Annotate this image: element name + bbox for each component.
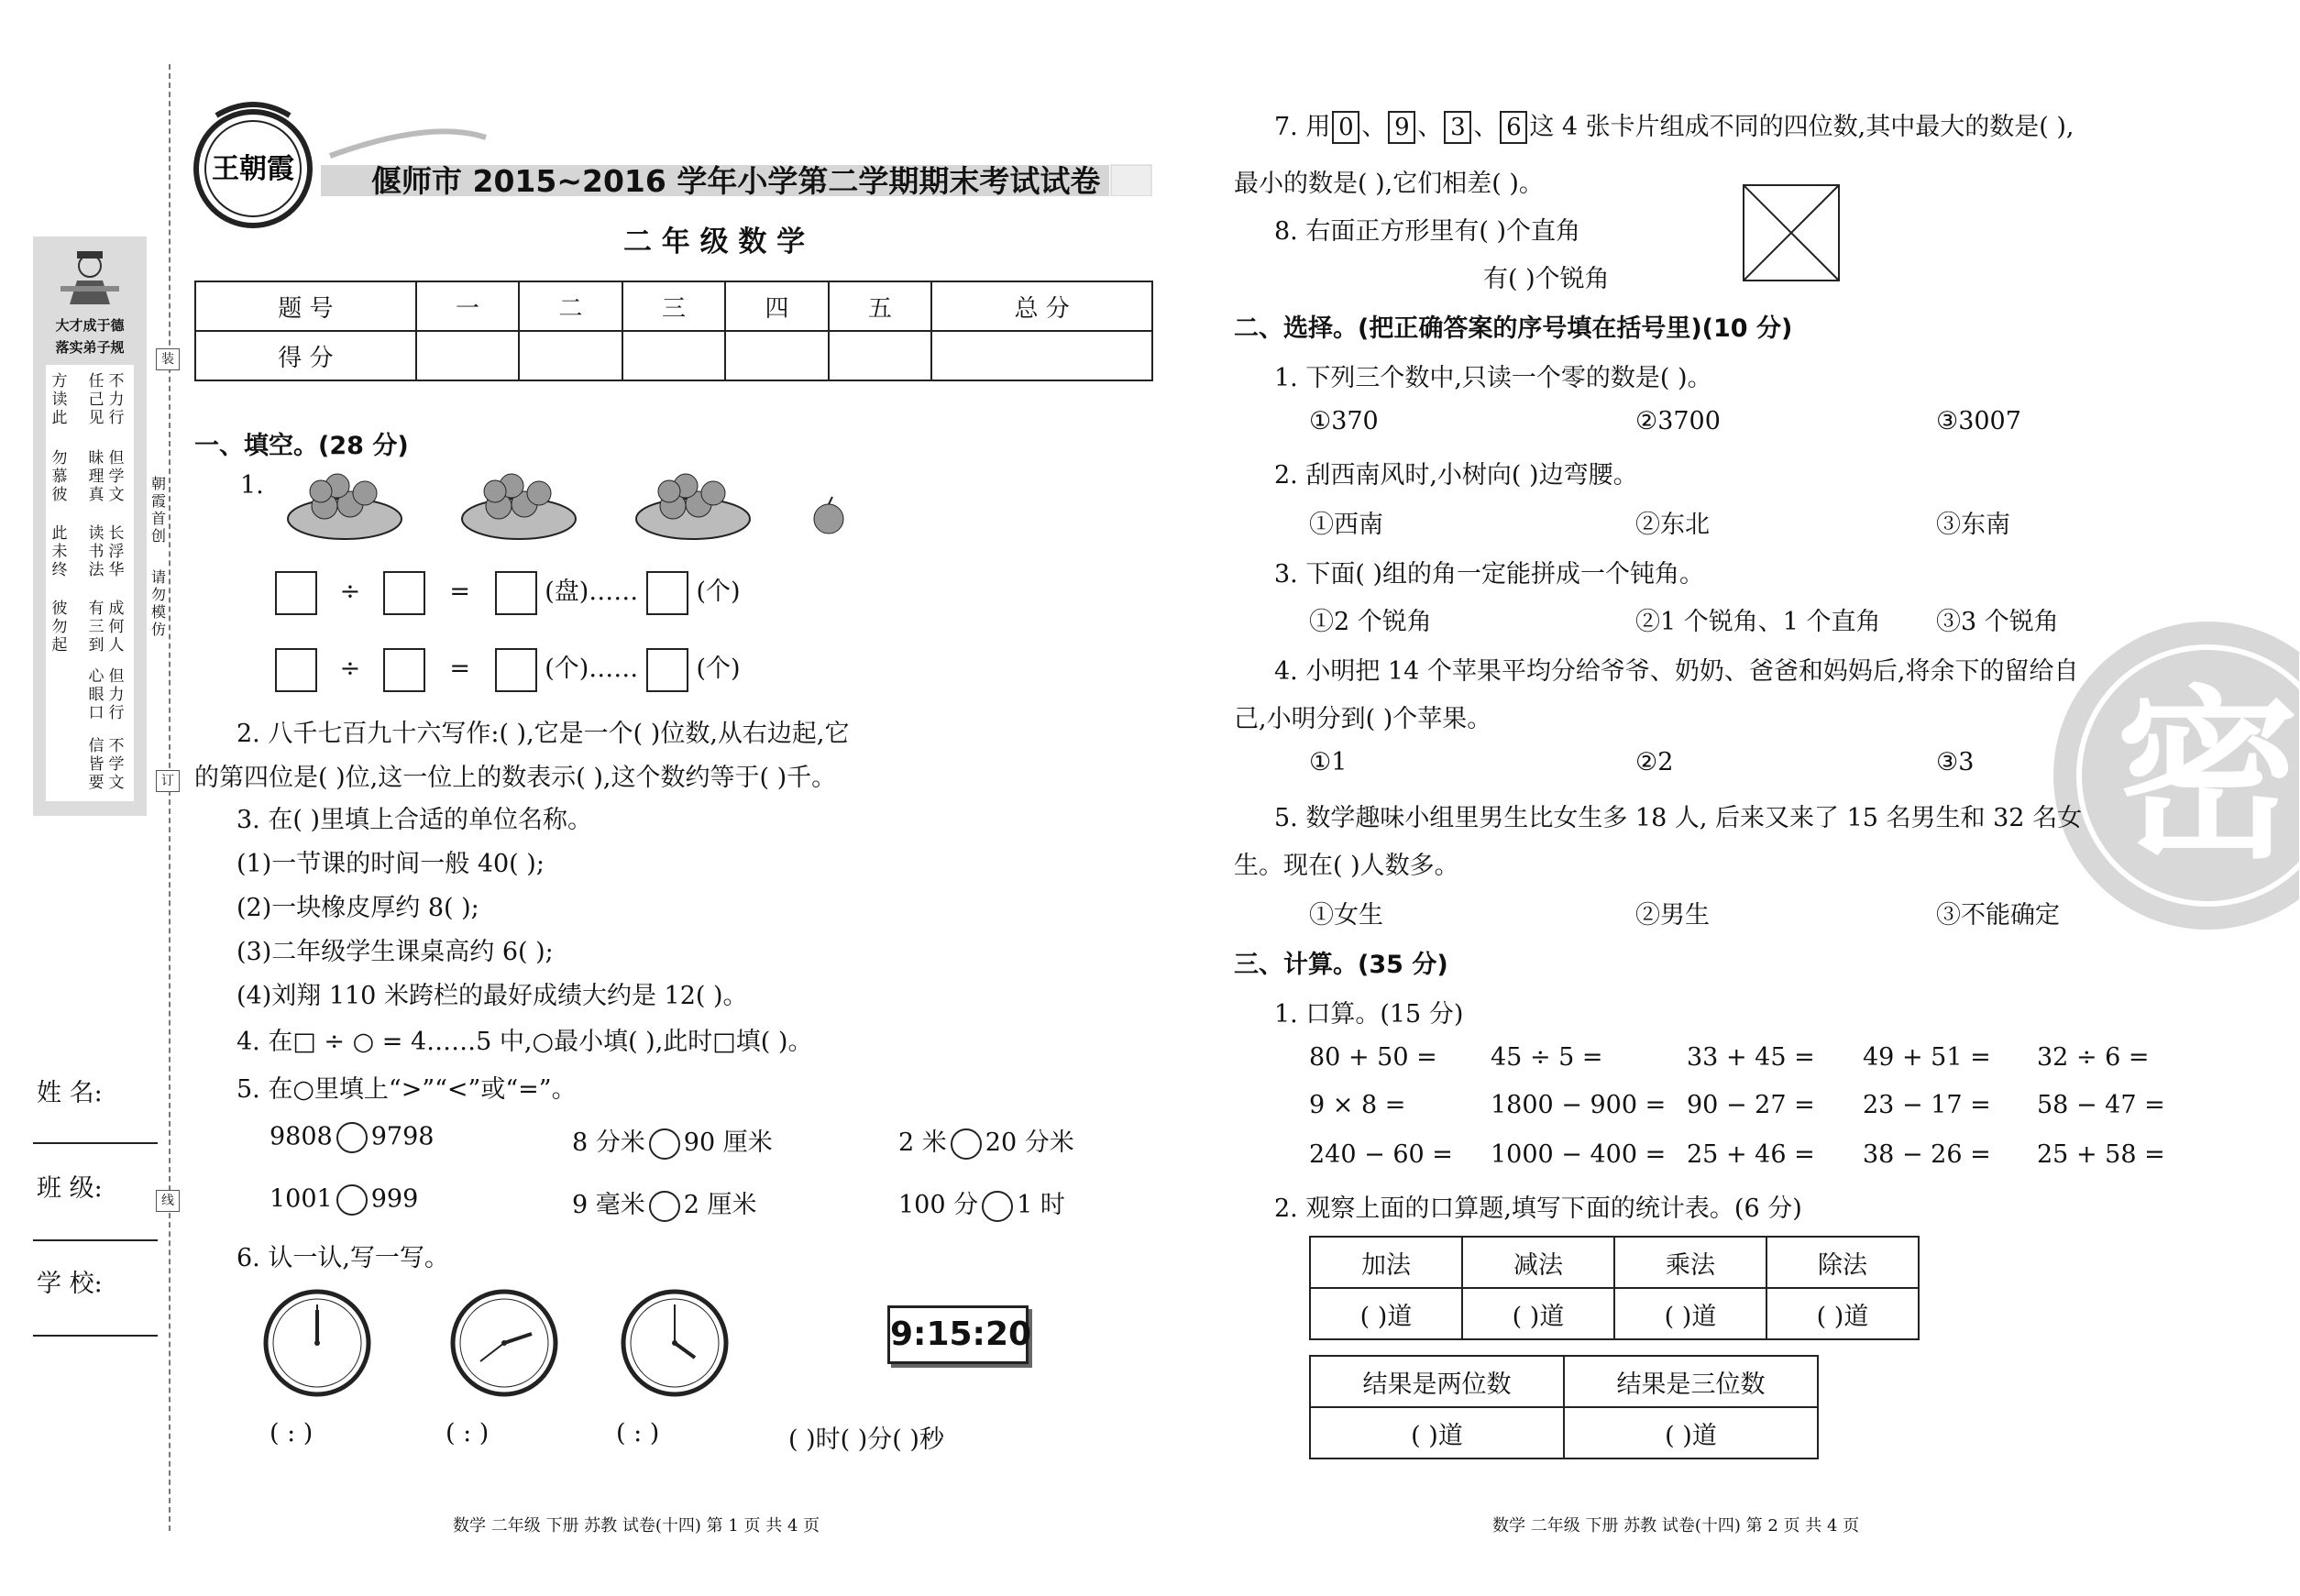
oral-title: 1. 口算。(15 分) [1274,1000,1464,1029]
table-header-cell: 乘法 [1614,1237,1766,1288]
q3-item: (4)刘翔 110 米跨栏的最好成绩大约是 12( )。 [237,982,748,1010]
q4-text: 4. 在□ ÷ ○ = 4……5 中,○最小填( ),此时□填( )。 [237,1028,813,1056]
choice-option[interactable]: ③3 个锐角 [1936,608,2059,636]
choice-question: 3. 下面( )组的角一定能拼成一个钝角。 [1274,560,1704,589]
time-blank[interactable]: ( : ) [270,1419,314,1447]
choice-option[interactable]: ①2 个锐角 [1309,608,1432,636]
q1-number: 1. [240,471,264,500]
choice-option[interactable]: ①女生 [1309,901,1383,930]
q1-equation-1 [275,570,741,615]
score-row [195,331,1152,380]
score-cell[interactable] [829,331,931,380]
compare-right: 999 [370,1184,419,1214]
poem-col: 昧理真 [88,449,105,504]
unit-text: (个)…… [545,655,639,683]
answer-box[interactable] [646,648,688,692]
table-answer-cell[interactable]: ( )道 [1310,1288,1462,1339]
answer-box[interactable] [275,571,317,615]
choice-option[interactable]: ①370 [1309,407,1379,435]
score-header-cell: 四 [725,281,828,331]
oral-problem: 25 + 58 = [2037,1140,2165,1169]
score-header-cell: 一 [416,281,519,331]
table-header-cell: 结果是两位数 [1310,1356,1564,1407]
score-header-cell: 题 号 [195,281,416,331]
compare-item [572,1122,773,1160]
score-table [194,281,1153,381]
slogan-1: 大才成于德 [55,317,125,334]
table-answer-cell[interactable]: ( )道 [1614,1288,1766,1339]
part2-title: 二、选择。(把正确答案的序号填在括号里)(10 分) [1234,314,1793,343]
poem-col: 不力行 [108,372,125,427]
q2-line-2: 的第四位是( )位,这一位上的数表示( ),这个数约等于( )千。 [194,764,837,792]
divide-sign: ÷ [339,578,361,606]
compare-circle[interactable] [649,1128,680,1160]
name-field[interactable] [33,1142,158,1144]
table-header-cell: 除法 [1766,1237,1919,1288]
poem-col: 方读此 [51,372,68,427]
q7-sep: 、 [1473,113,1499,141]
q7-pre: 7. 用 [1274,113,1331,141]
choice-question-cont: 生。现在( )人数多。 [1234,852,1459,880]
poem-col: 信皆要 [88,737,105,792]
oral-problem: 58 − 47 = [2037,1091,2165,1119]
seal-mark-xian: 线 [156,1190,180,1212]
table-row [1310,1237,1919,1288]
answer-box[interactable] [275,648,317,692]
seal-stamp-text: 密 [2115,670,2299,884]
footer-left: 数学 二年级 下册 苏教 试卷(十四) 第 1 页 共 4 页 [453,1516,820,1535]
divide-sign: ÷ [339,655,361,683]
choice-option[interactable]: ③不能确定 [1936,901,2060,930]
answer-box[interactable] [495,648,537,692]
clock-icon [449,1288,559,1398]
stats-title: 2. 观察上面的口算题,填写下面的统计表。(6 分) [1274,1194,1802,1223]
oral-problem: 240 − 60 = [1309,1140,1453,1169]
choice-question: 4. 小明把 14 个苹果平均分给爷爷、奶奶、爸爸和妈妈后,将余下的留给自 [1274,657,2079,686]
score-cell[interactable] [519,331,622,380]
choice-question: 5. 数学趣味小组里男生比女生多 18 人, 后来又来了 15 名男生和 32 名女 [1274,804,2083,832]
oral-problem: 23 − 17 = [1863,1091,1991,1119]
footer-right: 数学 二年级 下册 苏教 试卷(十四) 第 2 页 共 4 页 [1492,1516,1860,1535]
q3-item: (3)二年级学生课桌高约 6( ); [237,938,554,966]
q3-item: (2)一块橡皮厚约 8( ); [237,894,479,922]
oral-problem: 1800 − 900 = [1491,1091,1667,1119]
time-blank[interactable]: ( )时( )分( )秒 [788,1425,944,1454]
plate-icon [462,474,576,539]
oral-problem: 49 + 51 = [1863,1043,1991,1072]
digital-clock: 9:15:20 [887,1305,1029,1364]
oral-problem: 90 − 27 = [1687,1091,1815,1119]
part1-title: 一、填空。(28 分) [194,432,409,460]
oral-problem: 9 × 8 = [1309,1091,1406,1119]
equals-sign: = [449,655,471,683]
compare-left: 9808 [270,1122,333,1151]
choice-option[interactable]: ②1 个锐角、1 个直角 [1635,608,1881,636]
compare-item [898,1122,1074,1160]
seal-mark-zhuang: 装 [156,348,180,370]
school-label: 学 校: [37,1270,103,1298]
compare-left: 2 米 [898,1128,947,1157]
clock-icon [620,1288,730,1398]
oral-problem: 1000 − 400 = [1491,1140,1667,1169]
compare-circle[interactable] [649,1191,680,1222]
compare-left: 100 分 [898,1191,979,1219]
poem-col: 此未终 [51,524,68,579]
q7-sep: 、 [1361,113,1387,141]
school-field[interactable] [33,1335,158,1337]
binding-line [169,64,171,1531]
compare-item [572,1184,757,1222]
unit-text: (个) [696,655,741,683]
score-row-label: 得 分 [195,331,416,380]
q6-title: 6. 认一认,写一写。 [237,1244,449,1272]
poem-box [46,365,134,801]
class-field[interactable] [33,1239,158,1241]
brand-logo [180,97,326,235]
plate-icon [288,474,402,539]
oral-problem: 33 + 45 = [1687,1043,1815,1072]
compare-item [270,1122,434,1153]
q2-line-1: 2. 八千七百九十六写作:( ),它是一个( )位数,从右边起,它 [237,720,850,748]
digit-card: 6 [1500,111,1527,144]
apple-plates-illustration [284,466,853,545]
unit-text: (盘)…… [545,578,639,606]
table-row [1310,1407,1818,1458]
compare-left: 9 毫米 [572,1191,645,1219]
score-header-cell: 二 [519,281,622,331]
score-cell[interactable] [622,331,725,380]
oral-problem: 38 − 26 = [1863,1140,1991,1169]
score-header-cell: 五 [829,281,931,331]
oral-problem: 32 ÷ 6 = [2037,1043,2150,1072]
seal-mark-ding: 订 [156,770,180,792]
choice-option[interactable]: ②2 [1635,748,1674,776]
compare-circle[interactable] [951,1128,982,1160]
square-diagram [1742,183,1843,284]
answer-box[interactable] [646,571,688,615]
score-cell[interactable] [416,331,519,380]
compare-right: 9798 [370,1122,435,1151]
digit-card: 0 [1332,111,1359,144]
compare-circle[interactable] [336,1122,368,1153]
choice-option[interactable]: ①西南 [1309,511,1383,539]
poem-col: 但学文 [108,449,125,504]
table-answer-cell[interactable]: ( )道 [1462,1288,1614,1339]
oral-problem: 25 + 46 = [1687,1140,1815,1169]
unit-text: (个) [696,578,741,606]
compare-right: 2 厘米 [683,1191,757,1219]
brand-logo-text: 王朝霞 [212,153,294,185]
poem-col: 勿慕彼 [51,449,68,504]
q3-title: 3. 在( )里填上合适的单位名称。 [237,806,592,834]
clock-icon [262,1288,372,1398]
side-note-2: 请勿模仿 [150,568,166,638]
q8-line-1: 8. 右面正方形里有( )个直角 [1274,217,1580,246]
compare-item [270,1184,418,1216]
compare-left: 1001 [270,1184,333,1214]
time-blank[interactable]: ( : ) [446,1419,490,1447]
table-header-cell: 结果是三位数 [1564,1356,1818,1407]
poem-col: 但力行 [108,667,125,722]
poem-col: 成何人 [108,600,125,655]
poem-col: 长浮华 [108,524,125,579]
scholar-icon [57,246,123,310]
class-label: 班 级: [37,1174,103,1203]
choice-question-cont: 己,小明分到( )个苹果。 [1234,705,1492,733]
compare-circle[interactable] [982,1191,1013,1222]
compare-circle[interactable] [336,1184,368,1216]
score-header-row [195,281,1152,331]
table-row [1310,1288,1919,1339]
q3-item: (1)一节课的时间一般 40( ); [237,850,545,878]
oral-problem: 45 ÷ 5 = [1491,1043,1603,1072]
poem-col: 有三到 [88,600,105,655]
poem-col: 不学文 [108,737,125,792]
q7-sep: 、 [1417,113,1443,141]
choice-option[interactable]: ③东南 [1936,511,2010,539]
answer-box[interactable] [383,571,425,615]
q7-line-2: 最小的数是( ),它们相差( )。 [1234,170,1544,198]
apple-icon [814,497,843,534]
choice-option[interactable]: ①1 [1309,748,1348,776]
q1-equation-2 [275,647,741,692]
digit-card: 3 [1444,111,1471,144]
score-header-cell: 三 [622,281,725,331]
choice-question: 1. 下列三个数中,只读一个零的数是( )。 [1274,364,1712,392]
slogan-2: 落实弟子规 [55,339,125,356]
score-header-cell: 总 分 [931,281,1152,331]
table-answer-cell[interactable]: ( )道 [1564,1407,1818,1458]
table-answer-cell[interactable]: ( )道 [1310,1407,1564,1458]
answer-box[interactable] [383,648,425,692]
poem-col: 读书法 [88,524,105,579]
q5-title: 5. 在○里填上“>”“<”或“=”。 [237,1075,577,1104]
oral-problem: 80 + 50 = [1309,1043,1437,1072]
compare-right: 90 厘米 [683,1128,773,1157]
compare-right: 1 时 [1017,1191,1065,1219]
side-note-1: 朝霞首创 [150,475,166,545]
choice-option[interactable]: ②男生 [1635,901,1710,930]
poem-col: 心眼口 [88,667,105,722]
digit-card: 9 [1388,111,1415,144]
q8-line-2: 有( )个锐角 [1483,265,1610,293]
stats-table-digits [1309,1355,1819,1459]
choice-option[interactable]: ③3007 [1936,407,2021,435]
score-cell[interactable] [931,331,1152,380]
sidebar-strip [33,237,147,816]
choice-option[interactable]: ③3 [1936,748,1975,776]
part3-title: 三、计算。(35 分) [1234,951,1448,979]
compare-left: 8 分米 [572,1128,645,1157]
table-header-cell: 减法 [1462,1237,1614,1288]
poem-col: 任己见 [88,372,105,427]
compare-right: 20 分米 [985,1128,1074,1157]
poem-col: 彼勿起 [51,600,68,655]
score-cell[interactable] [725,331,828,380]
time-blank[interactable]: ( : ) [616,1419,660,1447]
table-header-cell: 加法 [1310,1237,1462,1288]
exam-subtitle: 二 年 级 数 学 [623,226,806,259]
choice-option[interactable]: ②3700 [1635,407,1721,435]
table-row [1310,1356,1818,1407]
choice-option[interactable]: ②东北 [1635,511,1710,539]
choice-question: 2. 刮西南风时,小树向( )边弯腰。 [1274,461,1638,490]
table-answer-cell[interactable]: ( )道 [1766,1288,1919,1339]
q7-line-1 [1274,110,2074,145]
q7-post: 这 4 张卡片组成不同的四位数,其中最大的数是( ), [1529,113,2074,141]
answer-box[interactable] [495,571,537,615]
equals-sign: = [449,578,471,606]
name-label: 姓 名: [37,1079,103,1107]
exam-title: 偃师市 2015~2016 学年小学第二学期期末考试试卷 [371,163,1101,199]
plate-icon [636,474,750,539]
stats-table-ops [1309,1236,1920,1340]
compare-item [898,1184,1065,1222]
